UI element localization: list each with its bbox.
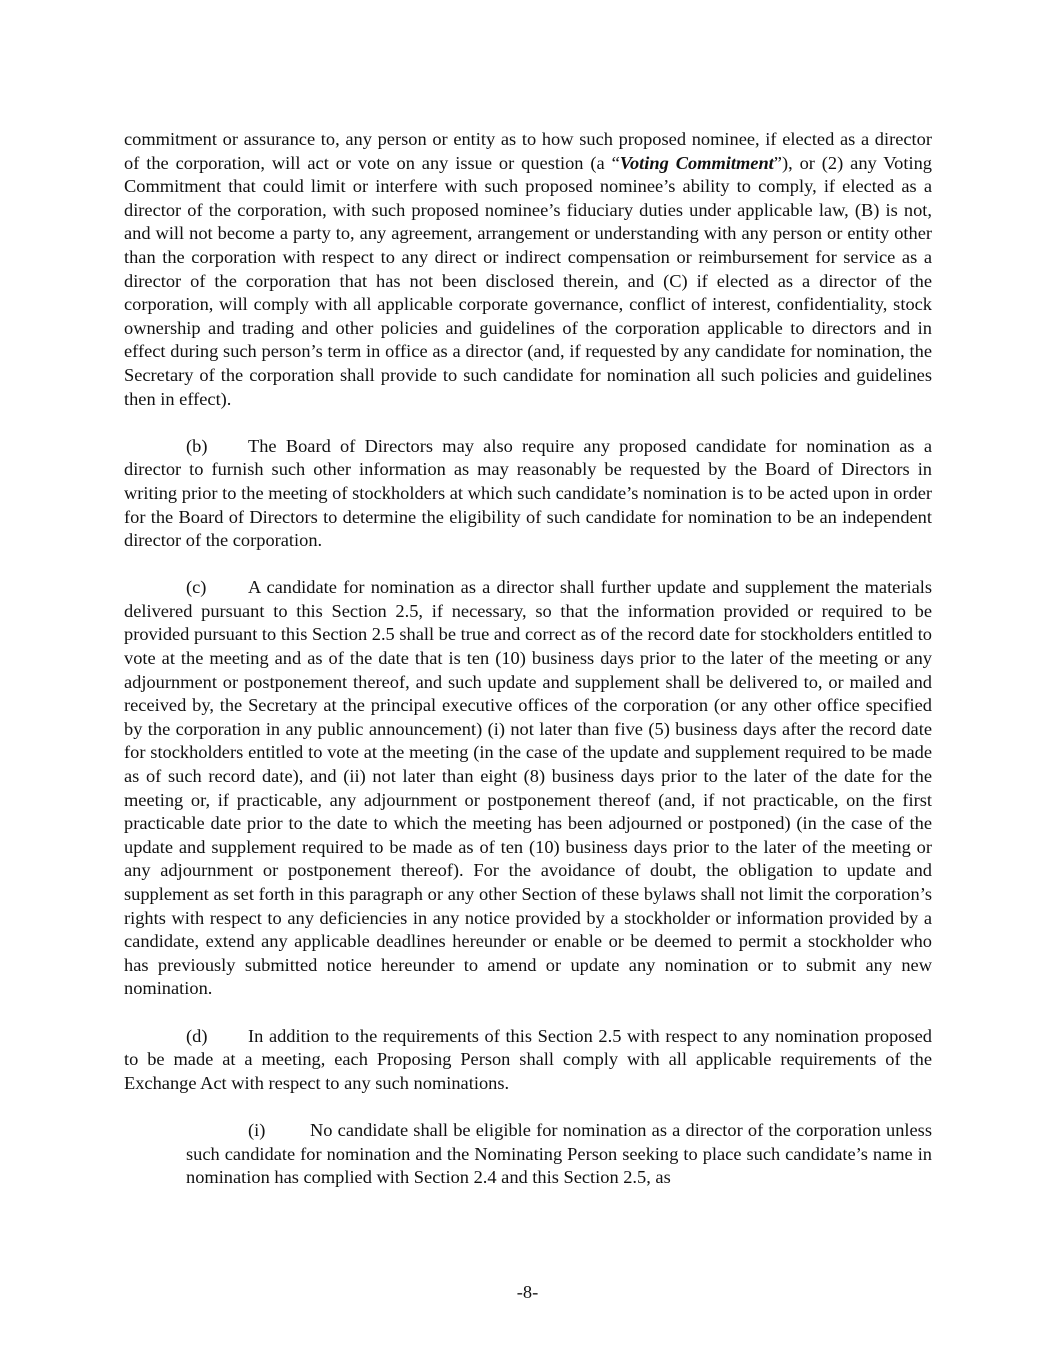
document-page [124,128,932,1213]
paragraph-text: commitment or assurance to, any person or entity as to how such proposed nominee, if elected as a director of the corporation, will act or vote on any issue or question (a “ [124,129,932,173]
paragraph-text: No candidate shall be eligible for nomination as a director of the corporation unless such candidate for nomination and the Nominating Person seeking to place such candidate’s name in nomination has complied with Section 2.4 and this Section 2.5, as [186,1119,932,1188]
paragraph-label: (d) [186,1025,208,1046]
paragraph-b [124,435,932,553]
paragraph-label: (c) [186,577,207,598]
paragraph-label: (b) [186,435,208,456]
paragraph-d-i [186,1119,932,1190]
paragraph-text: The Board of Directors may also require any proposed candidate for nomination as a director to furnish such other information as may reasonably be requested by the Board of Directors in writing prior to the meeting of stockholders at which such candidate’s nomination is to be acted upon in order for the Board of Directors to determine the eligibility of such candidate for nomination to be an independent director of the corporation. [124,435,932,551]
paragraph-text: A candidate for nomination as a director shall further update and supplement the materials delivered pursuant to this Section 2.5, if necessary, so that the information provided or required to be provided pursuant to this Section 2.5 shall be true and correct as of the record date for stockholders entitled to vote at the meeting and as of the date that is ten (10) business days prior to the later of the meeting or any adjournment or postponement thereof, and such update and supplement shall be delivered to, or mailed and received by, the Secretary at the principal executive offices of the corporation (or any other office specified by the corporation in any public announcement) (i) not later than five (5) business days after the record date for stockholders entitled to vote at the meeting (in the case of the update and supplement required to be made as of such record date), and (ii) not later than eight (8) business days prior to the later of the date for the meeting or, if practicable, any adjournment or postponement thereof (and, if not practicable, on the first practicable date prior to the date to which the meeting has been adjourned or postponed) (in the case of the update and supplement required to be made as of ten (10) business days prior to the later of the meeting or any adjournment or postponement thereof). For the avoidance of doubt, the obligation to update and supplement as set forth in this paragraph or any other Section of these bylaws shall not limit the corporation’s rights with respect to any deficiencies in any notice provided by a stockholder or information provided by a candidate, extend any applicable deadlines hereunder or enable or be deemed to permit a stockholder who has previously submitted notice hereunder to amend or update any nomination or to submit any new nomination. [124,577,932,999]
paragraph-d [124,1025,932,1096]
paragraph-c [124,576,932,1001]
paragraph-text: In addition to the requirements of this Section 2.5 with respect to any nomination proposed to be made at a meeting, each Proposing Person shall comply with all applicable requirements of the Exchange Act with respect to any such nominations. [124,1025,932,1093]
paragraph-label: (i) [248,1119,266,1140]
defined-term: Voting Commitment [619,152,774,173]
paragraph-text: ”), or (2) any Voting Commitment that could limit or interfere with such proposed nominee’s ability to comply, if elected as a director of the corporation, with such proposed nominee’s fiduciary duties under applicable law, (B) is not, and will not become a party to, any agreement, arrangement or understanding with any person or entity other than the corporation with respect to any direct or indirect compensation or reimbursement for service as a director of the corporation that has not been disclosed therein, and (C) if elected as a director of the corporation, will comply with all applicable corporate governance, conflict of interest, confidentiality, stock ownership and trading and other policies and guidelines of the corporation applicable to directors and in effect during such person’s term in office as a director (and, if requested by any candidate for nomination, the Secretary of the corporation shall provide to such candidate for nomination all such policies and guidelines then in effect). [124,152,932,409]
paragraph-continuation [124,128,932,411]
page-number: -8- [516,1282,539,1302]
